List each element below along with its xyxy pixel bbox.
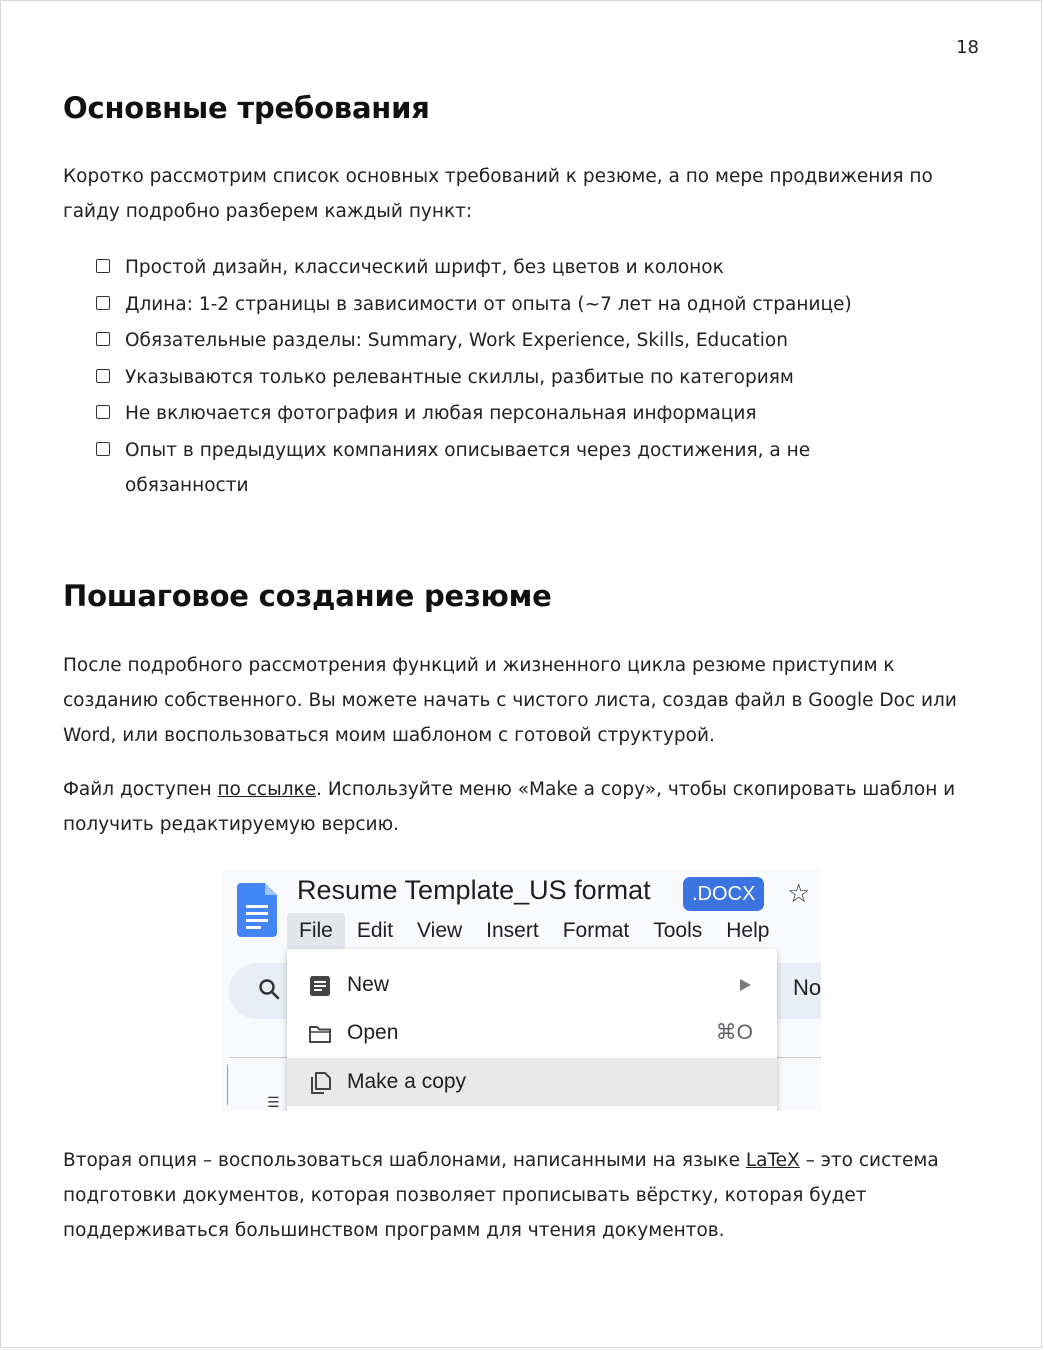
checklist-item bbox=[95, 433, 915, 503]
menu-edit[interactable]: Edit bbox=[356, 919, 394, 942]
menu-format[interactable]: Format bbox=[562, 919, 630, 942]
checklist-item bbox=[95, 396, 915, 431]
star-icon[interactable]: ☆ bbox=[787, 879, 811, 909]
menu-bar bbox=[287, 913, 781, 949]
menu-item-open[interactable] bbox=[287, 1009, 777, 1057]
menu-insert[interactable]: Insert bbox=[486, 919, 539, 942]
menu-item-make-a-copy-label: Make a copy bbox=[347, 1070, 467, 1093]
checklist-item-text: Опыт в предыдущих компаниях описывается через достижения, а не обязанности bbox=[125, 439, 811, 496]
menu-item-open-label: Open bbox=[347, 1021, 399, 1044]
file-text-after: . Используйте меню «Make a copy», чтобы скопировать шаблон и получить редактируемую версию. bbox=[63, 779, 956, 835]
copy-icon bbox=[307, 1070, 333, 1096]
menu-view[interactable]: View bbox=[417, 919, 463, 942]
page-number: 18 bbox=[956, 37, 979, 58]
checklist-item-text: Обязательные разделы: Summary, Work Experience, Skills, Education bbox=[125, 330, 788, 351]
latex-text-after: – это система подготовки документов, которая позволяет прописывать вёрстку, которая будет поддерживаться большинством программ для чтения документов. bbox=[63, 1150, 939, 1241]
checkbox-icon bbox=[96, 259, 110, 273]
ruler-tick bbox=[227, 1065, 228, 1105]
file-text-before: Файл доступен bbox=[63, 779, 218, 800]
menu-item-new-label: New bbox=[347, 973, 390, 996]
latex-link[interactable]: LaTeX bbox=[745, 1150, 800, 1171]
heading-step-by-step: Пошаговое создание резюме bbox=[63, 579, 552, 613]
document-title[interactable]: Resume Template_US format bbox=[297, 875, 651, 905]
creation-paragraph: После подробного рассмотрения функций и жизненного цикла резюме приступим к созданию собственного. Вы можете начать с чистого листа, создав файл в Google Doc или Word, или воспользоваться моим шаблоном с готовой структурой. bbox=[63, 655, 957, 746]
checklist-item bbox=[95, 360, 915, 395]
checklist-item bbox=[95, 250, 915, 285]
checklist-item-text: Не включается фотография и любая персональная информация bbox=[125, 403, 757, 424]
google-docs-screenshot bbox=[223, 869, 821, 1111]
docx-badge: .DOCX bbox=[683, 877, 764, 911]
checklist-item bbox=[95, 323, 915, 358]
heading-main-requirements: Основные требования bbox=[63, 91, 430, 125]
folder-icon bbox=[307, 1021, 333, 1047]
google-docs-icon bbox=[237, 883, 277, 937]
checkbox-icon bbox=[96, 405, 110, 419]
file-link-paragraph bbox=[63, 772, 983, 842]
list-icon: ☰ bbox=[267, 1095, 280, 1111]
latex-text-before: Вторая опция – воспользоваться шаблонами, написанными на языке bbox=[63, 1150, 746, 1171]
search-icon bbox=[257, 977, 281, 1001]
checklist-item bbox=[95, 287, 915, 322]
checkbox-icon bbox=[96, 369, 110, 383]
toolbar-partial-text: No bbox=[793, 975, 821, 1000]
requirements-checklist bbox=[95, 250, 915, 504]
checkbox-icon bbox=[96, 442, 110, 456]
checklist-item-text: Указываются только релевантные скиллы, разбитые по категориям bbox=[125, 366, 794, 388]
intro-paragraph: Коротко рассмотрим список основных требований к резюме, а по мере продвижения по гайду подробно разберем каждый пункт: bbox=[63, 166, 933, 222]
checkbox-icon bbox=[96, 296, 110, 310]
menu-tools[interactable]: Tools bbox=[653, 919, 703, 942]
menu-item-make-a-copy[interactable] bbox=[287, 1058, 777, 1106]
template-link[interactable]: по ссылке bbox=[217, 779, 317, 800]
checklist-item-text: Длина: 1-2 страницы в зависимости от опыта (~7 лет на одной странице) bbox=[125, 293, 852, 315]
checkbox-icon bbox=[96, 332, 110, 346]
latex-paragraph bbox=[63, 1143, 983, 1248]
submenu-arrow-icon bbox=[740, 979, 751, 991]
checklist-item-text: Простой дизайн, классический шрифт, без цветов и колонок bbox=[125, 257, 724, 278]
menu-item-new[interactable] bbox=[287, 961, 777, 1009]
file-dropdown-menu bbox=[287, 949, 777, 1111]
menu-help[interactable]: Help bbox=[726, 919, 770, 942]
open-shortcut: ⌘O bbox=[715, 1021, 753, 1044]
new-document-icon bbox=[307, 973, 333, 999]
menu-file[interactable]: File bbox=[287, 913, 345, 949]
